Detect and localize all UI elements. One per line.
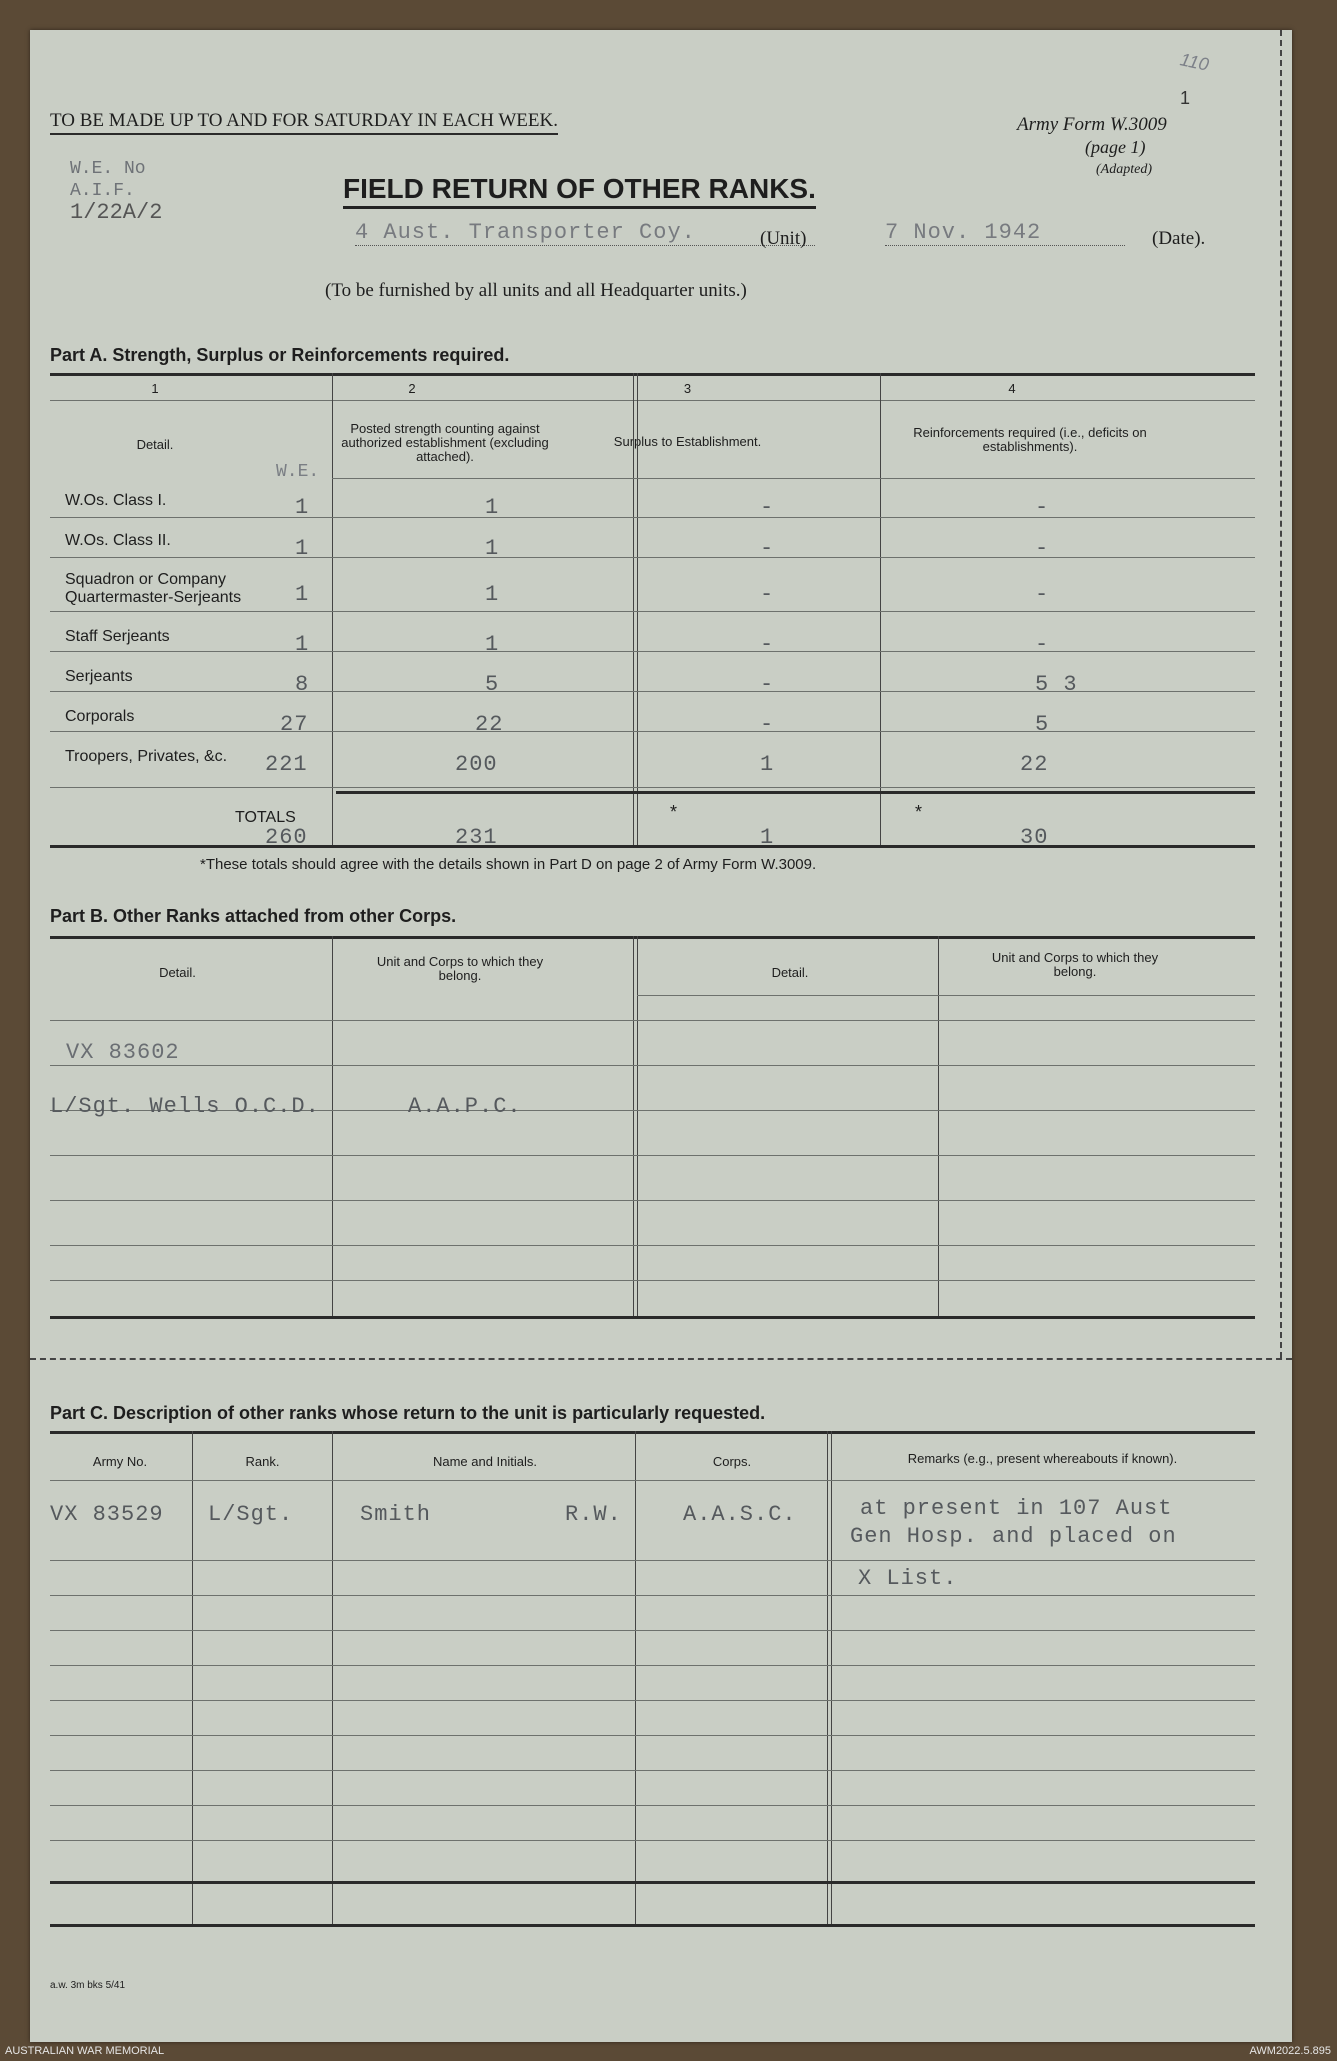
part-c-header-army-no: Army No.: [92, 1454, 148, 1469]
row-label: W.Os. Class I.: [65, 492, 167, 509]
page-title: FIELD RETURN OF OTHER RANKS.: [343, 172, 816, 209]
print-code: a.w. 3m bks 5/41: [50, 1980, 126, 1991]
part-a-header-posted: Posted strength counting against authorized establishment (excluding attached).: [341, 421, 549, 464]
part-a-header-detail: Detail.: [136, 437, 174, 452]
row-label: W.Os. Class II.: [65, 532, 171, 549]
corner-pencil-mark: 110: [1178, 49, 1211, 75]
asterisk-mark: *: [915, 802, 923, 822]
col-number: 1: [151, 381, 159, 396]
posted-value: 1: [485, 536, 500, 561]
weekly-instruction: TO BE MADE UP TO AND FOR SATURDAY IN EACH WEEK.: [50, 110, 558, 135]
part-c-heading: Part C. Description of other ranks whose return to the unit is particularly requested.: [50, 1403, 766, 1423]
we-value: 27: [280, 712, 309, 737]
we-value: 8: [295, 672, 310, 697]
form-sheet: [30, 30, 1292, 2042]
row-label: Squadron or Company Quartermaster-Serjeants: [65, 571, 242, 606]
surplus-value: -: [760, 495, 775, 520]
part-b-header-detail: Detail.: [159, 965, 196, 980]
surplus-value: -: [760, 632, 775, 657]
part-a-heading: Part A. Strength, Surplus or Reinforcements required.: [50, 345, 510, 365]
col-number: 2: [408, 381, 416, 396]
posted-value: 1: [485, 632, 500, 657]
surplus-value: -: [760, 712, 775, 737]
we-reference: [70, 158, 162, 224]
row-label: Staff Serjeants: [65, 628, 170, 645]
surplus-value: -: [760, 582, 775, 607]
row-label: Troopers, Privates, &c.: [65, 748, 228, 765]
part-b-header-unit: Unit and Corps to which they belong.: [376, 954, 544, 983]
posted-value: 22: [475, 712, 504, 737]
row-label: Corporals: [65, 708, 135, 725]
col-number: 3: [683, 381, 692, 396]
we-value: 1: [295, 536, 310, 561]
pencil-mark: 1: [1180, 88, 1191, 108]
part-c-header-rank: Rank.: [245, 1454, 280, 1469]
part-c-corps: A.A.S.C.: [683, 1502, 797, 1527]
we-column-label: W.E.: [276, 462, 320, 482]
tear-line: [30, 1358, 1292, 1360]
surplus-value: -: [760, 672, 775, 697]
reinf-value: -: [1035, 632, 1050, 657]
we-line-2: A.I.F.: [70, 181, 135, 201]
part-c-header-remarks: Remarks (e.g., present whereabouts if known).: [907, 1451, 1178, 1466]
part-c-name: Smith: [360, 1502, 432, 1527]
part-a-header-surplus: Surplus to Establishment.: [613, 434, 762, 449]
reinf-value: 5: [1035, 712, 1050, 737]
we-line-1: W.E. No: [70, 159, 146, 179]
archive-reference: AWM2022.5.895: [1249, 2045, 1331, 2057]
date-label: (Date).: [1152, 228, 1206, 249]
reinf-value: -: [1035, 536, 1050, 561]
part-c-initials: R.W.: [565, 1502, 622, 1527]
we-value: 221: [265, 752, 308, 777]
row-label: Serjeants: [65, 668, 133, 685]
posted-value: 5: [485, 672, 500, 697]
date-value: 7 Nov. 1942: [885, 220, 1125, 246]
part-b-entry-name: L/Sgt. Wells O.C.D.: [50, 1094, 320, 1119]
totals-note: *These totals should agree with the details shown in Part D on page 2 of Army Form W.3009.: [200, 856, 817, 873]
totals-posted: 231: [455, 825, 498, 850]
col-number: 4: [1008, 381, 1016, 396]
part-c-army-no: VX 83529: [50, 1502, 164, 1527]
reinf-value: 22: [1020, 752, 1049, 777]
surplus-value: 1: [760, 752, 775, 777]
adapted-label: (Adapted): [1096, 162, 1152, 177]
reinf-value: -: [1035, 582, 1050, 607]
we-value: 1: [295, 495, 310, 520]
page-number: (page 1): [1085, 137, 1146, 157]
part-b-header-detail-2: Detail.: [771, 965, 809, 980]
part-b-entry-number: VX 83602: [66, 1040, 180, 1065]
part-c-header-corps: Corps.: [712, 1454, 752, 1469]
asterisk-mark: *: [670, 802, 678, 822]
form-number: Army Form W.3009: [1017, 114, 1167, 135]
reinf-value: 5 3: [1035, 672, 1078, 697]
part-c-remarks-1: at present in 107 Aust: [860, 1496, 1173, 1521]
posted-value: 1: [485, 582, 500, 607]
we-value: 1: [295, 582, 310, 607]
surplus-value: -: [760, 536, 775, 561]
posted-value: 200: [455, 752, 498, 777]
subtitle: (To be furnished by all units and all Headquarter units.): [325, 280, 747, 301]
part-a-header-reinforcements: Reinforcements required (i.e., deficits on establishments).: [913, 425, 1147, 454]
unit-label: (Unit): [760, 228, 807, 249]
unit-value: 4 Aust. Transporter Coy.: [355, 220, 815, 246]
part-c-rank: L/Sgt.: [208, 1502, 294, 1527]
totals-surplus: 1: [760, 825, 775, 850]
part-c-remarks-2: Gen Hosp. and placed on: [850, 1524, 1177, 1549]
we-line-3: 1/22A/2: [70, 200, 163, 225]
part-b-header-unit-2: Unit and Corps to which they belong.: [991, 950, 1159, 979]
totals-we: 260: [265, 825, 308, 850]
we-value: 1: [295, 632, 310, 657]
totals-label: TOTALS: [235, 809, 296, 826]
reinf-value: -: [1035, 495, 1050, 520]
archive-credit: AUSTRALIAN WAR MEMORIAL: [5, 2045, 165, 2057]
part-b-entry-corps: A.A.P.C.: [408, 1094, 522, 1119]
part-b-heading: Part B. Other Ranks attached from other Corps.: [50, 906, 457, 926]
totals-reinf: 30: [1020, 825, 1049, 850]
tear-line-vertical: [1280, 30, 1282, 1358]
part-c-remarks-3: X List.: [858, 1566, 958, 1591]
posted-value: 1: [485, 495, 500, 520]
part-c-header-name: Name and Initials.: [432, 1454, 538, 1469]
